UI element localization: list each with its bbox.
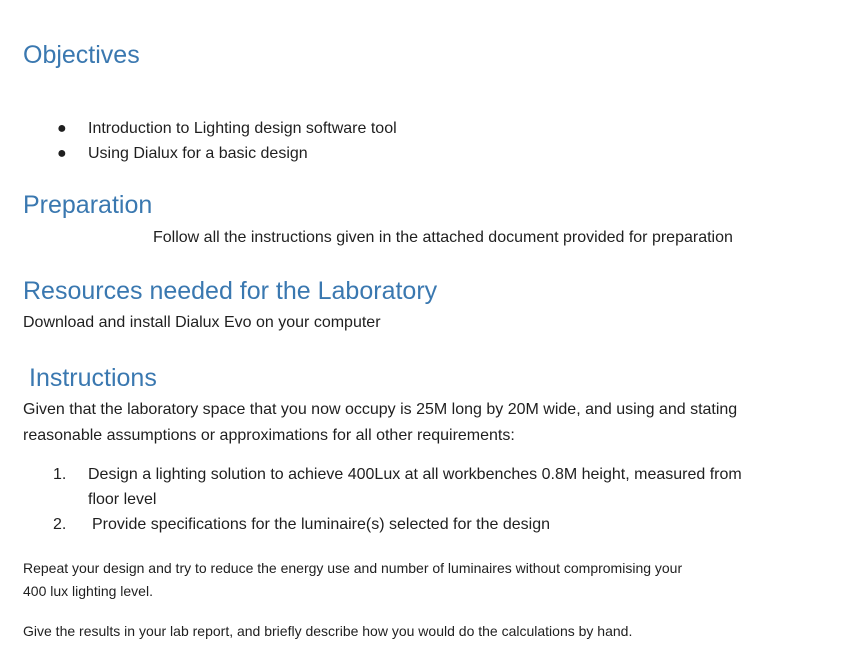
list-item — [57, 141, 557, 166]
step-text-line-2: floor level — [88, 491, 157, 508]
objective-text: Introduction to Lighting design software tool — [88, 120, 397, 137]
instructions-intro-line-1: Given that the laboratory space that you now occupy is 25M long by 20M wide, and using and stating — [23, 401, 738, 418]
repeat-design-line-1: Repeat your design and try to reduce the energy use and number of luminaires without compromising your — [23, 560, 683, 576]
step-text-line-1: Design a lighting solution to achieve 400Lux at all workbenches 0.8M height, measured from — [88, 466, 742, 483]
objectives-list — [57, 116, 557, 166]
preparation-text: Follow all the instructions given in the attached document provided for preparation — [153, 229, 733, 246]
resources-heading: Resources needed for the Laboratory — [23, 277, 438, 305]
bullet-icon: ● — [57, 145, 67, 162]
objectives-heading: Objectives — [23, 41, 140, 69]
instructions-intro-line-2: reasonable assumptions or approximations for all other requirements: — [23, 427, 515, 444]
list-item — [53, 512, 853, 537]
preparation-heading: Preparation — [23, 191, 153, 219]
list-item — [57, 116, 557, 141]
list-item — [53, 462, 853, 512]
repeat-design-line-2: 400 lux lighting level. — [23, 583, 153, 599]
instructions-steps — [53, 462, 853, 537]
step-number: 2. — [53, 516, 67, 533]
bullet-icon: ● — [57, 120, 67, 137]
objective-text: Using Dialux for a basic design — [88, 145, 308, 162]
resources-text: Download and install Dialux Evo on your computer — [23, 314, 381, 331]
step-number: 1. — [53, 466, 67, 483]
results-text: Give the results in your lab report, and briefly describe how you would do the calculations by hand. — [23, 623, 633, 639]
instructions-heading: Instructions — [29, 364, 157, 392]
step-text-line-1: Provide specifications for the luminaire(s) selected for the design — [92, 516, 550, 533]
